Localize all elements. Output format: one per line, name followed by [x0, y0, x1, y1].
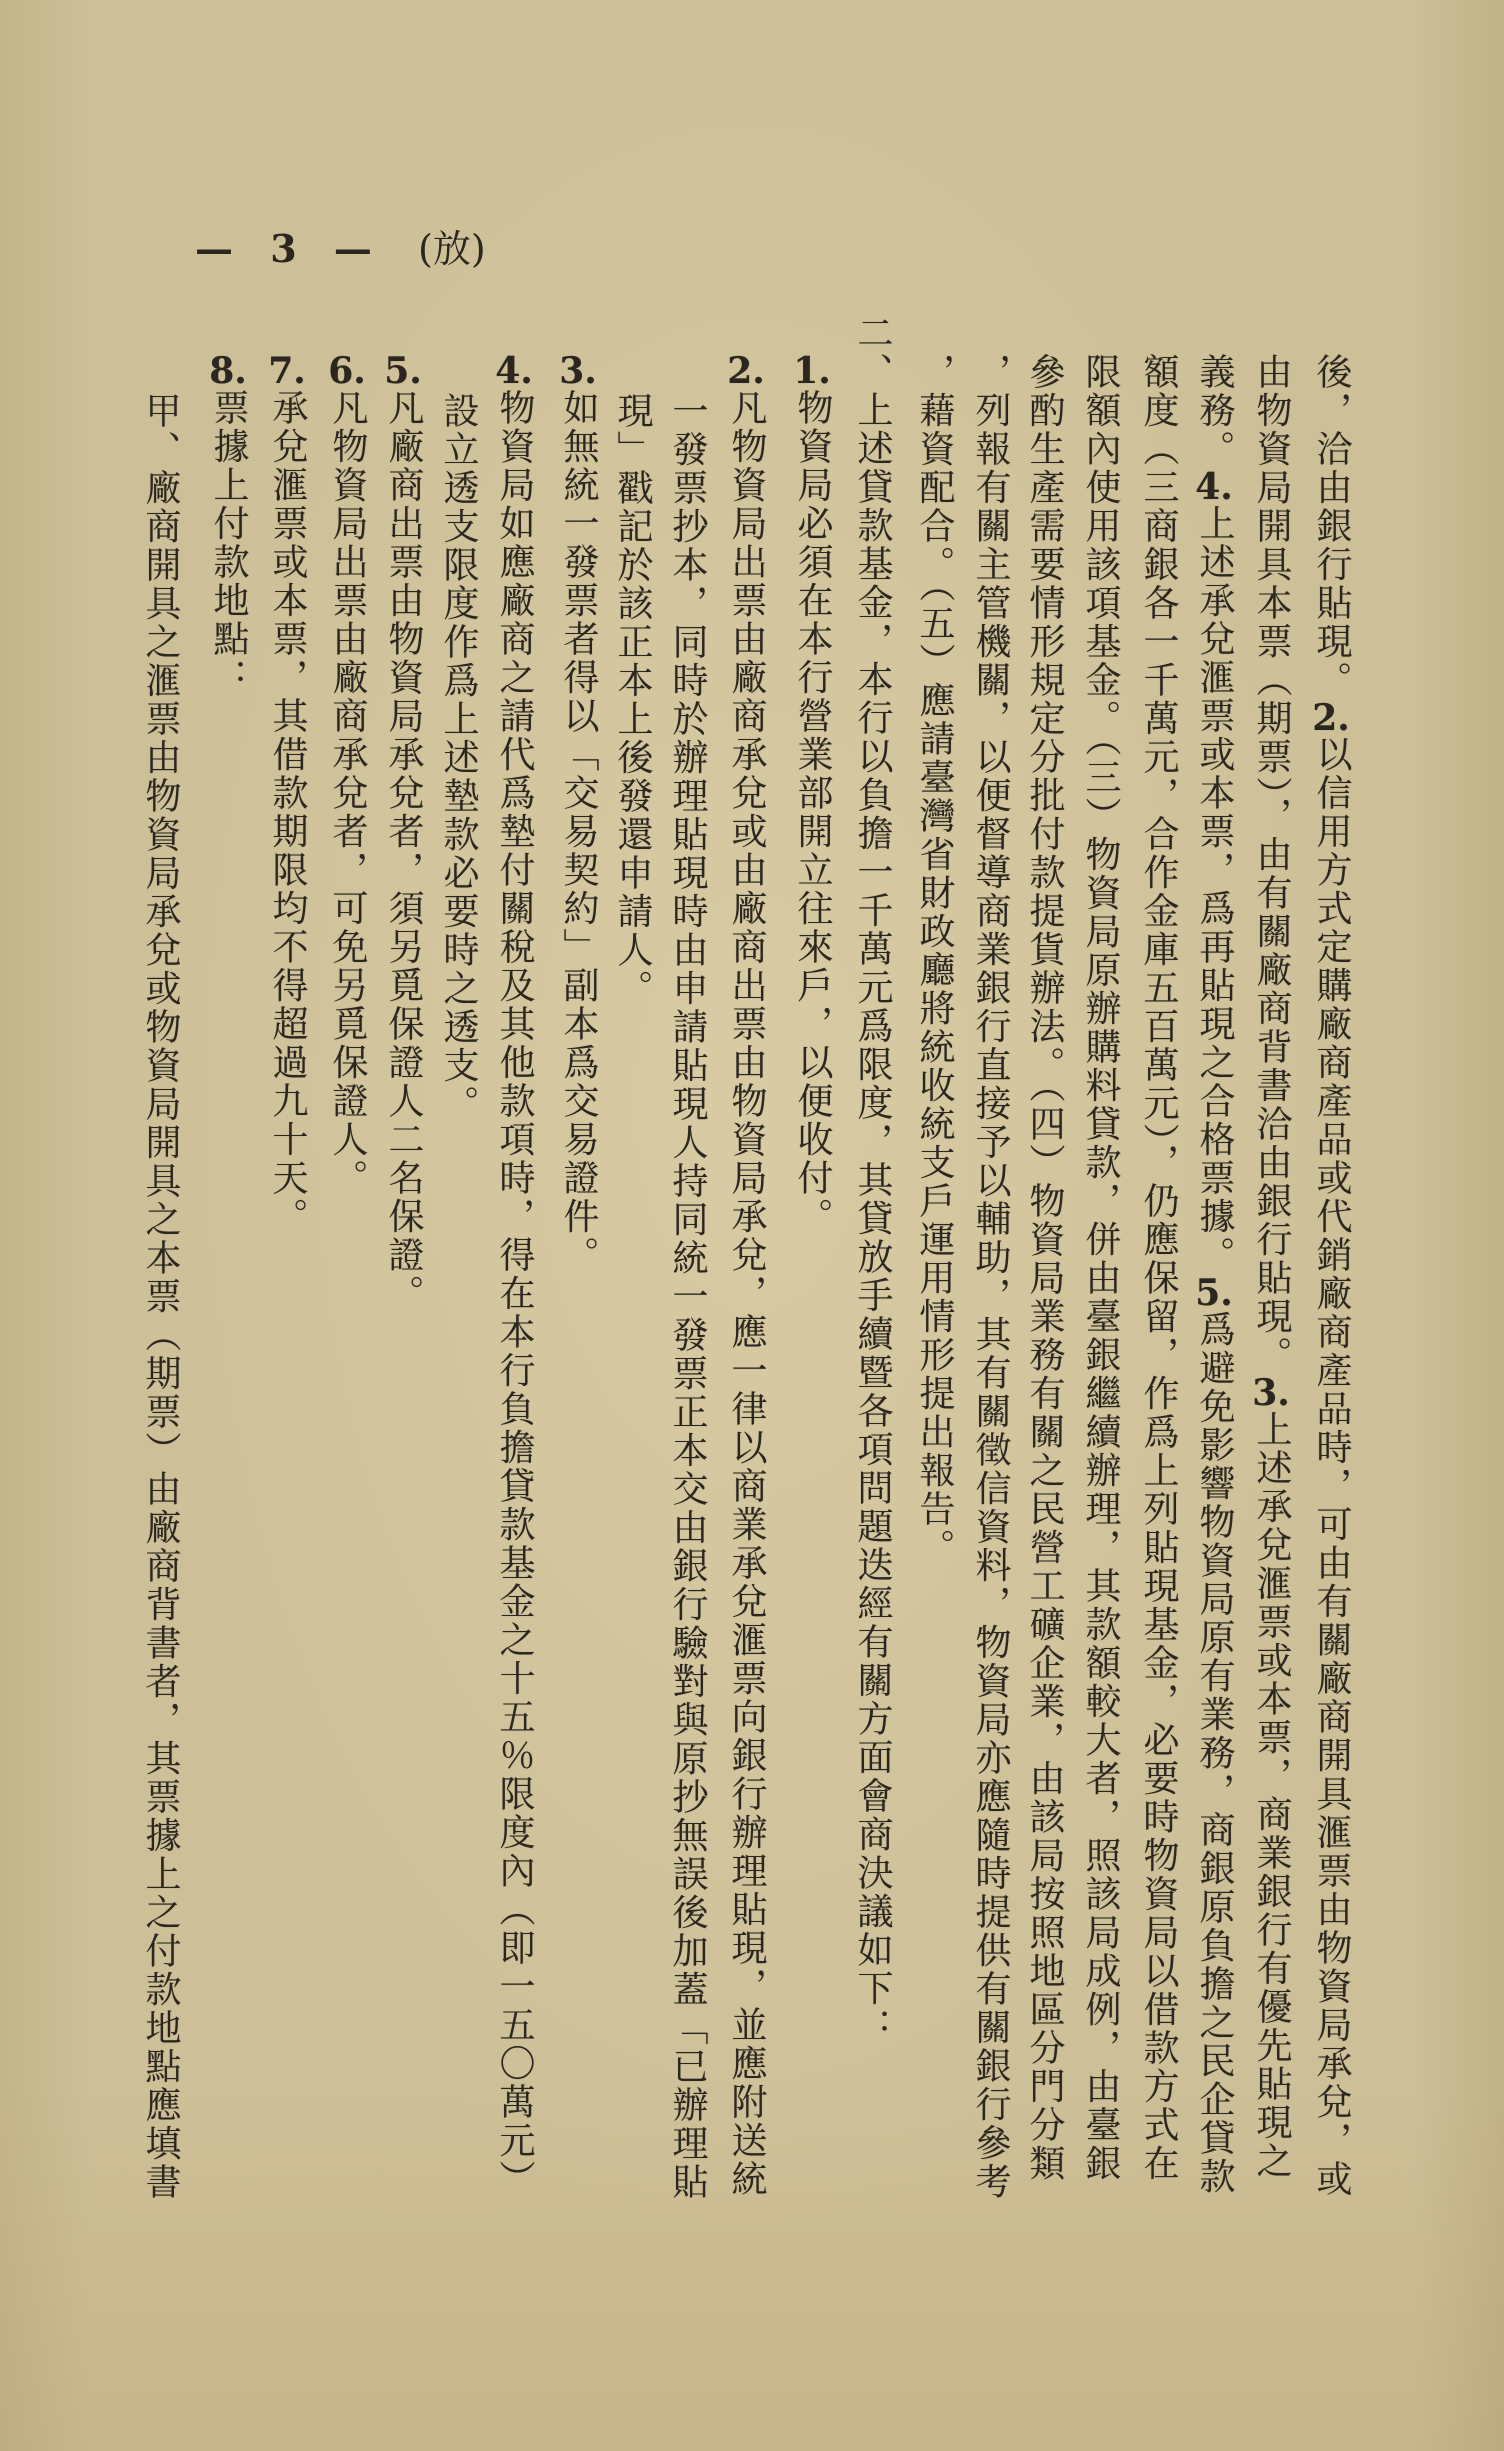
text-column: 後，洽由銀行貼現。2.以信用方式定購廠商產品或代銷廠商產品時，可由有關廠商開具滙票由物資局承兌，或: [1311, 353, 1352, 2199]
list-item-3: [558, 353, 599, 1275]
list-item-6: [327, 353, 368, 1198]
item-number: 8.: [209, 353, 247, 389]
item-number: 1.: [793, 353, 831, 389]
list-item-1: [792, 353, 833, 1236]
item-number: 3.: [559, 353, 597, 389]
list-item-8: [208, 353, 249, 697]
list-item-5: [383, 353, 424, 1313]
item-continuation: 現」戳記於該正本上後發還申請人。: [612, 392, 653, 1008]
sub-item-label: 甲、: [140, 392, 181, 469]
item-text: 凡物資局出票由廠商承兌者，可免另覓保證人。: [327, 389, 368, 1198]
item-text: 承兌滙票或本票，其借款期限均不得超過九十天。: [267, 389, 308, 1236]
text-column: 額度（三商銀各一千萬元，合作金庫五百萬元），仍應保留，作爲上列貼現基金，必要時物資局以借款方式在: [1138, 353, 1179, 2183]
text-column: 義務。4.上述承兌滙票或本票，爲再貼現之合格票據。5.爲避免影響物資局原有業務，商銀原負擔之民企貸款: [1194, 353, 1235, 2196]
text-column: 由物資局開具本票（期票），由有關廠商背書洽由銀行貼現。3.上述承兌滙票或本票，商業銀行有優先貼現之: [1251, 353, 1292, 2181]
item-number: 4.: [495, 353, 533, 389]
item-text: 凡物資局出票由廠商承兌或由廠商出票由物資局承兌，應一律以商業承兌滙票向銀行辦理貼現，並應附送統: [726, 389, 767, 2199]
text-column: ，藉資配合。（五）應請臺灣省財政廳將統收統支戶運用情形提出報告。: [914, 353, 955, 1567]
inline-number: 3.: [1252, 1374, 1290, 1411]
item-continuation: 一發票抄本，同時於辦理貼現時由申請貼現人持同統一發票正本交由銀行驗對與原抄無誤後加蓋「已辦理貼: [667, 392, 708, 2202]
sub-item-jia: [140, 392, 181, 2202]
text-column: 參酌生產需要情形規定分批付款提貨辦法。（四）物資局業務有關之民營工礦企業，由該局按照地區分門分類: [1024, 353, 1065, 2183]
text-column: ，列報有關主管機關，以便督導商業銀行直接予以輔助，其有關徵信資料，物資局亦應隨時提供有關銀行參考: [970, 353, 1011, 2201]
list-item-7: [267, 353, 308, 1236]
sub-item-text: 廠商開具之滙票由物資局承兌或物資局開具之本票（期票）由廠商背書者，其票據上之付款地點應填書: [140, 469, 181, 2202]
inline-number: 4.: [1195, 468, 1233, 505]
item-number: 2.: [727, 353, 765, 389]
item-number: 5.: [384, 353, 422, 389]
section-two-heading: 二、上述貸款基金，本行以負擔一千萬元爲限度，其貸放手續暨各項問題迭經有關方面會商決議如下：: [852, 314, 893, 2047]
item-continuation: 設立透支限度作爲上述墊款必要時之透支。: [438, 392, 479, 1124]
inline-number: 2.: [1312, 699, 1350, 736]
section-tag: (放): [418, 227, 486, 271]
page-number: — 3 —: [195, 226, 372, 271]
item-number: 6.: [328, 353, 366, 389]
item-text: 物資局必須在本行營業部開立往來戶，以便收付。: [792, 389, 833, 1236]
text-column: 限額內使用該項基金。（三）物資局原辦購料貸款，併由臺銀繼續辦理，其款額較大者，照該局成例，由臺銀: [1080, 353, 1121, 2183]
list-item-4: [494, 353, 535, 2199]
item-text: 票據上付款地點：: [208, 389, 249, 697]
item-text: 凡廠商出票由物資局承兌者，須另覓保證人二名保證。: [383, 389, 424, 1313]
list-item-2: [726, 353, 767, 2199]
item-text: 物資局如應廠商之請代爲墊付關稅及其他款項時，得在本行負擔貸款基金之十五％限度內（即一五〇萬元）: [494, 389, 535, 2199]
inline-number: 5.: [1195, 1274, 1233, 1311]
item-number: 7.: [268, 353, 306, 389]
item-text: 如無統一發票者得以「交易契約」副本爲交易證件。: [558, 389, 599, 1275]
